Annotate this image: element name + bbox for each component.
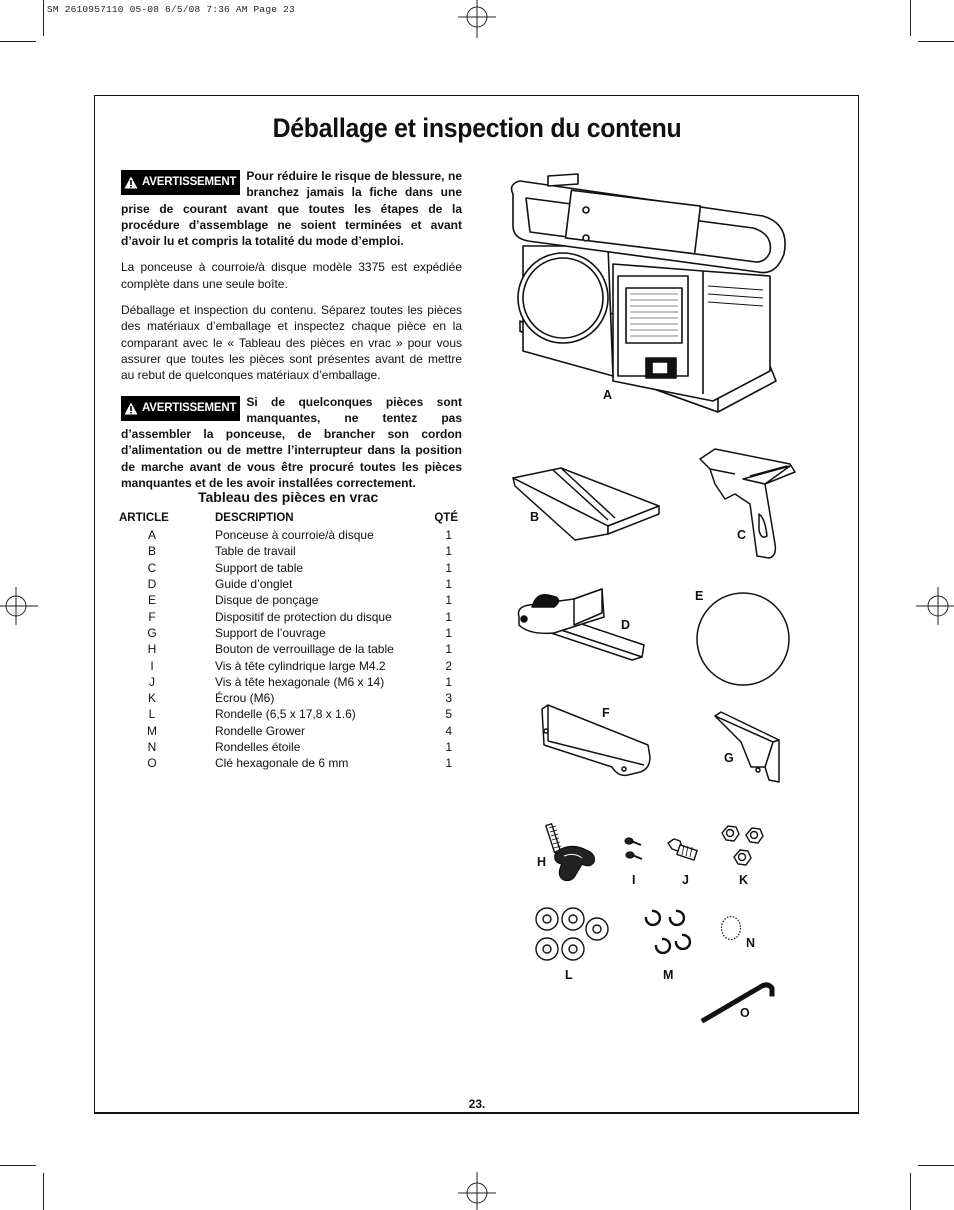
figure-label-j: J bbox=[682, 873, 689, 887]
part-description: Vis à tête hexagonale (M6 x 14) bbox=[215, 674, 385, 689]
figure-label-b: B bbox=[530, 510, 540, 524]
part-qty: 1 bbox=[445, 642, 452, 657]
hex-nuts-illustration bbox=[718, 823, 768, 871]
part-description: Support de table bbox=[215, 560, 304, 575]
figure-label-d: D bbox=[621, 618, 631, 632]
figure-label-g: G bbox=[724, 751, 734, 765]
part-description: Table de travail bbox=[215, 544, 296, 559]
part-description: Bouton de verrouillage de la table bbox=[215, 642, 394, 657]
warning-block bbox=[121, 168, 462, 249]
part-article: J bbox=[149, 674, 155, 689]
crop-mark bbox=[918, 41, 954, 42]
part-article: I bbox=[150, 658, 154, 673]
work-support-illustration bbox=[713, 712, 783, 784]
shipping-paragraph: La ponceuse à courroie/à disque modèle 3375 est expédiée complète dans une seule boîte. bbox=[121, 260, 462, 291]
part-qty: 1 bbox=[445, 544, 452, 559]
part-description: Support de l’ouvrage bbox=[215, 625, 326, 640]
registration-mark-icon bbox=[0, 587, 38, 625]
registration-mark-icon bbox=[916, 587, 954, 625]
disc-guard-illustration bbox=[540, 705, 655, 777]
part-qty: 1 bbox=[445, 674, 452, 689]
figure-label-o: O bbox=[740, 1006, 750, 1020]
part-description: Rondelle (6,5 x 17,8 x 1.6) bbox=[215, 707, 356, 722]
parts-table-title: Tableau des pièces en vrac bbox=[198, 489, 379, 505]
warning-text: Si de quelconques pièces sont manquantes, ne tentez pas d’assembler la ponceuse, de brancher son cordon d’alimentation ou de mettre l’interrupteur dans la position de marche avant de vous être procuré toutes les pièces manquantes et de les avoir installées correctement. bbox=[121, 394, 462, 491]
registration-mark-icon bbox=[458, 1172, 496, 1210]
hex-key-illustration bbox=[700, 980, 776, 1026]
warning-badge-label: AVERTISSEMENT bbox=[142, 401, 237, 414]
crop-mark bbox=[910, 1173, 911, 1210]
figure-label-h: H bbox=[537, 855, 547, 869]
header-description: DESCRIPTION bbox=[215, 512, 294, 524]
part-qty: 3 bbox=[445, 691, 452, 706]
table-row bbox=[119, 560, 462, 576]
table-row bbox=[119, 723, 462, 739]
table-row bbox=[119, 543, 462, 559]
part-article: O bbox=[147, 756, 157, 771]
part-article: L bbox=[148, 707, 156, 722]
lock-washers-illustration bbox=[638, 905, 693, 960]
header-qty: QTÉ bbox=[434, 512, 458, 524]
inspection-paragraph: Déballage et inspection du contenu. Séparez toutes les pièces des matériaux d’emballage et inspectez chaque pièce en la comparant avec le « Tableau des pièces en vrac » pour vous assurer que toutes les pièces sont présentes avant de mettre au rebut de quelconques matériaux d’emballage. bbox=[121, 303, 462, 383]
warning-badge bbox=[121, 396, 240, 421]
miter-gauge-illustration bbox=[514, 585, 654, 665]
part-description: Ponceuse à courroie/à disque bbox=[215, 528, 374, 543]
crop-mark bbox=[0, 41, 36, 42]
work-table-illustration bbox=[513, 468, 663, 543]
table-row bbox=[119, 608, 462, 624]
part-article: D bbox=[147, 577, 157, 592]
part-qty: 5 bbox=[445, 707, 452, 722]
warning-block bbox=[121, 394, 462, 492]
part-description: Guide d’onglet bbox=[215, 577, 293, 592]
part-qty: 1 bbox=[445, 593, 452, 608]
part-description: Écrou (M6) bbox=[215, 691, 275, 706]
part-article: C bbox=[147, 560, 157, 575]
figure-label-n: N bbox=[746, 936, 756, 950]
part-qty: 2 bbox=[445, 658, 452, 673]
warning-triangle-icon bbox=[124, 402, 138, 415]
pan-head-screws-illustration bbox=[623, 835, 645, 865]
table-row bbox=[119, 641, 462, 657]
table-row bbox=[119, 739, 462, 755]
table-bracket-illustration bbox=[695, 444, 800, 562]
warning-triangle-icon bbox=[124, 176, 138, 189]
part-article: N bbox=[147, 740, 157, 754]
figure-label-l: L bbox=[565, 968, 573, 982]
figure-label-m: M bbox=[663, 968, 674, 982]
part-description: Dispositif de protection du disque bbox=[215, 609, 392, 624]
part-article: G bbox=[147, 625, 157, 640]
flat-washers-illustration bbox=[531, 905, 611, 965]
part-article: M bbox=[147, 723, 157, 738]
part-qty: 1 bbox=[445, 756, 452, 771]
table-row bbox=[119, 690, 462, 706]
part-qty: 1 bbox=[445, 740, 452, 754]
figure-label-i: I bbox=[632, 873, 636, 887]
hex-bolt-illustration bbox=[666, 837, 701, 865]
table-row bbox=[119, 625, 462, 641]
part-article: B bbox=[147, 544, 156, 559]
part-description: Rondelles étoile bbox=[215, 740, 301, 754]
part-qty: 1 bbox=[445, 528, 452, 543]
part-description: Disque de ponçage bbox=[215, 593, 319, 608]
belt-disc-sander-illustration bbox=[508, 176, 793, 416]
part-qty: 4 bbox=[445, 723, 452, 738]
table-row bbox=[119, 755, 462, 771]
print-slug: SM 2610957110 05-08 6/5/08 7:36 AM Page 23 bbox=[47, 4, 295, 15]
table-row bbox=[119, 657, 462, 673]
table-row bbox=[119, 674, 462, 690]
star-washer-illustration bbox=[720, 915, 742, 941]
part-qty: 1 bbox=[445, 560, 452, 575]
crop-mark bbox=[43, 1173, 44, 1210]
warning-badge-label: AVERTISSEMENT bbox=[142, 176, 237, 189]
table-row bbox=[119, 592, 462, 608]
table-row bbox=[119, 576, 462, 592]
parts-table-header bbox=[119, 509, 462, 527]
part-article: E bbox=[147, 593, 156, 608]
figure-label-e: E bbox=[695, 589, 704, 603]
part-article: F bbox=[148, 609, 156, 624]
text-column bbox=[121, 168, 462, 491]
figure-label-k: K bbox=[739, 873, 749, 887]
part-description: Rondelle Grower bbox=[215, 723, 306, 738]
figure-label-a: A bbox=[603, 388, 613, 402]
figure-label-f: F bbox=[602, 706, 610, 720]
part-qty: 1 bbox=[445, 625, 452, 640]
page-number: 23. bbox=[468, 1097, 486, 1111]
part-article: A bbox=[147, 528, 156, 543]
table-row bbox=[119, 527, 462, 543]
part-description: Clé hexagonale de 6 mm bbox=[215, 756, 349, 771]
part-qty: 1 bbox=[445, 577, 452, 592]
part-article: K bbox=[147, 691, 156, 706]
part-description: Vis à tête cylindrique large M4.2 bbox=[215, 658, 386, 673]
warning-badge bbox=[121, 170, 240, 195]
part-qty: 1 bbox=[445, 609, 452, 624]
header-article: ARTICLE bbox=[119, 512, 169, 524]
parts-table bbox=[119, 509, 462, 771]
sanding-disc-illustration bbox=[696, 592, 790, 686]
locking-knob-illustration bbox=[544, 822, 599, 884]
registration-mark-icon bbox=[458, 0, 496, 38]
crop-mark bbox=[918, 1165, 954, 1166]
figure-label-c: C bbox=[737, 528, 747, 542]
table-row bbox=[119, 706, 462, 722]
page-title: Déballage et inspection du contenu bbox=[272, 113, 682, 143]
crop-mark bbox=[910, 0, 911, 36]
part-article: H bbox=[147, 642, 157, 657]
crop-mark bbox=[43, 0, 44, 36]
warning-text: Pour réduire le risque de blessure, ne branchez jamais la fiche dans une prise de courant avant que toutes les étapes de la procédure d’assemblage ne soient terminées et avant d’avoir lu et compris la totalité du mode d’emploi. bbox=[121, 169, 462, 249]
crop-mark bbox=[0, 1165, 36, 1166]
